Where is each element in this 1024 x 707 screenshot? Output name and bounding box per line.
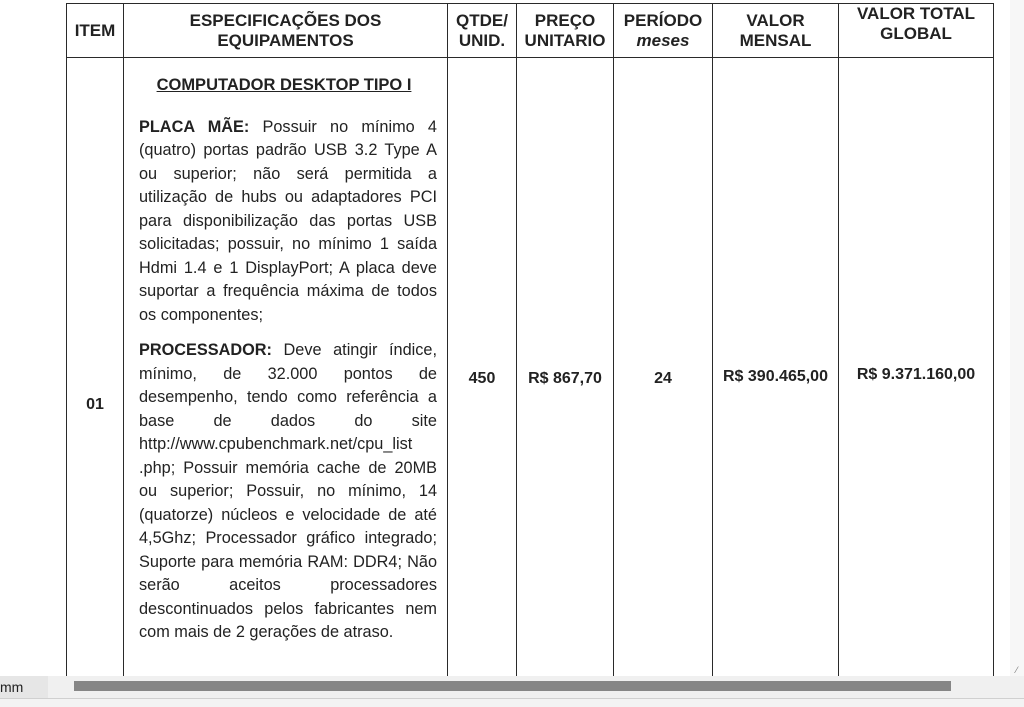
item-number: 01 (67, 58, 124, 677)
spec-label: PROCESSADOR: (139, 341, 272, 359)
header-total-line1: VALOR TOTAL (856, 4, 976, 23)
spec-label: PLACA MÃE: (139, 117, 250, 136)
header-monthly-line1: VALOR (746, 10, 805, 30)
header-price-line1: PREÇO (534, 10, 596, 30)
unit-price-cell: R$ 867,70 (517, 58, 614, 677)
header-spec-line1: ESPECIFICAÇÕES DOS (189, 10, 382, 30)
header-specifications (124, 4, 448, 58)
header-qty-line2: UNID. (458, 30, 506, 50)
header-item: ITEM (67, 4, 124, 58)
header-monthly-value (713, 4, 839, 58)
header-monthly-line2: MENSAL (739, 30, 812, 50)
vertical-scrollbar-track[interactable] (1010, 0, 1024, 676)
period-cell: 24 (614, 58, 713, 677)
equipment-spec-table (66, 3, 994, 676)
header-period (614, 4, 713, 58)
header-unit-price (517, 4, 614, 58)
header-period-line2: meses (636, 30, 690, 50)
item-description (124, 58, 448, 677)
header-spec-line2: EQUIPAMENTOS (217, 30, 354, 50)
monthly-value-cell: R$ 390.465,00 (713, 58, 839, 677)
header-qty-line1: QTDE/ (456, 10, 508, 30)
spec-section-processor (139, 339, 437, 645)
header-period-line1: PERÍODO (623, 10, 703, 30)
header-price-line2: UNITARIO (524, 30, 606, 50)
header-total-value (839, 4, 994, 58)
horizontal-scrollbar-thumb[interactable] (74, 681, 951, 691)
quantity-cell: 450 (448, 58, 517, 677)
resize-grip-icon[interactable]: ⁄ (1016, 665, 1018, 675)
header-total-line2: GLOBAL (880, 24, 952, 43)
table-row (67, 58, 994, 677)
spec-text: Possuir no mínimo 4 (quatro) portas padrão USB 3.2 Type A ou superior; não será permitida a utilização de hubs ou adaptadores PCI para disponibilização das portas USB solicitadas; possuir, no mínimo 1 saída Hdmi 1.4 e 1 DisplayPort; A placa deve suportar a frequência máxima de todos os componentes; (139, 117, 437, 324)
header-quantity (448, 4, 517, 58)
item-title: COMPUTADOR DESKTOP TIPO I (156, 76, 412, 94)
total-value-cell: R$ 9.371.160,00 (839, 58, 994, 677)
spec-section-motherboard (139, 116, 437, 328)
unit-label: mm (0, 676, 48, 698)
table-header-row (67, 4, 994, 58)
spec-text: Deve atingir índice, mínimo, de 32.000 pontos de desempenho, tendo como referência a base de dados do site http://www.cpubenchmark.net/cpu_list .php; Possuir memória cache de 20MB ou superior; Possuir, no mínimo, 14 (quatorze) núcleos e velocidade de até 4,5Ghz; Processador gráfico integrado; Suporte para memória RAM: DDR4; Não serão aceitos processadores descontinuados pelos fabricantes nem com mais de 2 gerações de atraso. (139, 341, 437, 641)
